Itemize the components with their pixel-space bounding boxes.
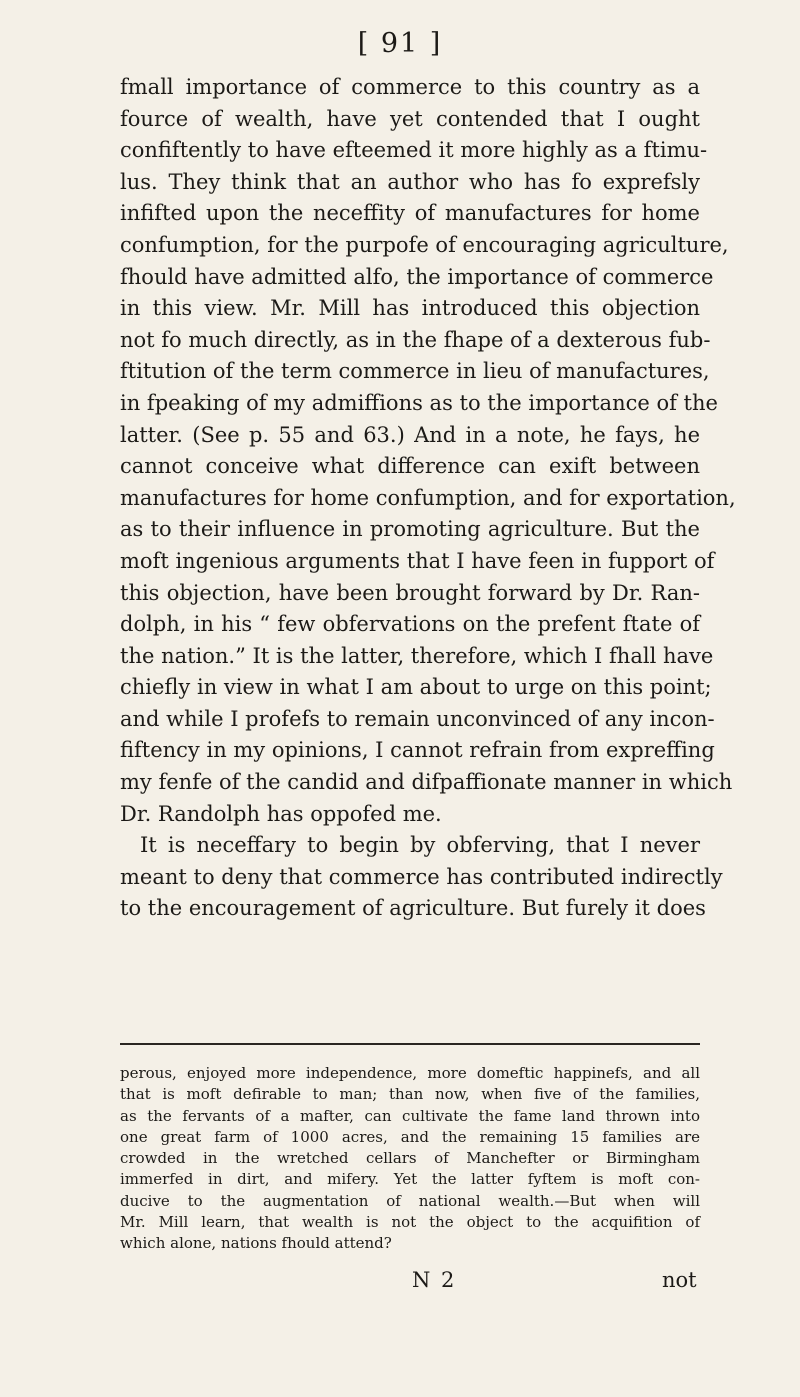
body-line: It is neceffary to begin by obferving, that I never bbox=[140, 833, 700, 858]
footnote-line: ducive to the augmentation of national wealth.—But when will bbox=[120, 1191, 700, 1210]
footnote-line: crowded in the wretched cellars of Manchefter or Birmingham bbox=[120, 1149, 700, 1168]
body-line: meant to deny that commerce has contributed indirectly bbox=[120, 864, 723, 889]
main-text bbox=[120, 72, 736, 925]
body-line: not fo much directly, as in the fhape of a dexterous fub- bbox=[120, 327, 711, 352]
footnote-line: that is moft defirable to man; than now, when five of the families, bbox=[120, 1085, 700, 1104]
body-line: confiftently to have efteemed it more highly as a ftimu- bbox=[120, 138, 708, 163]
footnote-line: as the fervants of a mafter, can cultivate the fame land thrown into bbox=[120, 1106, 700, 1125]
body-line: to the encouragement of agriculture. But furely it does bbox=[120, 896, 706, 921]
body-line: the nation.” It is the latter, therefore, which I fhall have bbox=[120, 643, 714, 668]
catchword: not bbox=[662, 1268, 697, 1292]
body-line: latter. (See p. 55 and 63.) And in a note, he fays, he bbox=[120, 422, 700, 447]
body-line: ftitution of the term commerce in lieu of manufactures, bbox=[120, 359, 710, 384]
body-line: manufactures for home confumption, and for exportation, bbox=[120, 485, 736, 510]
body-line: infifted upon the neceffity of manufactures for home bbox=[120, 201, 700, 226]
body-line: fmall importance of commerce to this country as a bbox=[120, 75, 700, 99]
body-line: lus. They think that an author who has fo exprefsly bbox=[120, 169, 700, 194]
body-line: fhould have admitted alfo, the importance of commerce bbox=[120, 264, 714, 289]
body-line: in this view. Mr. Mill has introduced this objection bbox=[120, 296, 700, 321]
page-number: [ 91 ] bbox=[357, 28, 443, 59]
body-line: my fenfe of the candid and difpaffionate manner in which bbox=[120, 770, 733, 795]
footnote-line: one great farm of 1000 acres, and the remaining 15 families are bbox=[120, 1127, 700, 1146]
signature-mark: N 2 bbox=[412, 1268, 457, 1292]
footnote-line: perous, enjoyed more independence, more domeftic happinefs, and all bbox=[120, 1064, 700, 1082]
footnote-line: which alone, nations fhould attend? bbox=[120, 1234, 392, 1253]
body-line: and while I profefs to remain unconvinced of any incon- bbox=[120, 706, 715, 731]
body-line: Dr. Randolph has oppofed me. bbox=[120, 801, 442, 826]
body-line: dolph, in his “ few obfervations on the prefent ftate of bbox=[120, 612, 700, 637]
body-line: moft ingenious arguments that I have feen in fupport of bbox=[120, 548, 715, 573]
body-line: fource of wealth, have yet contended that I ought bbox=[120, 106, 700, 131]
body-line: as to their influence in promoting agriculture. But the bbox=[120, 517, 700, 542]
footnote-rule bbox=[120, 1043, 700, 1045]
body-line: this objection, have been brought forward by Dr. Ran- bbox=[120, 580, 700, 605]
footnote-line: Mr. Mill learn, that wealth is not the object to the acquifition of bbox=[120, 1213, 700, 1232]
footnote-line: immerfed in dirt, and mifery. Yet the latter fyftem is moft con- bbox=[120, 1170, 700, 1189]
body-line: fiftency in my opinions, I cannot refrain from expreffing bbox=[120, 738, 715, 763]
body-line: in fpeaking of my admiffions as to the importance of the bbox=[120, 390, 718, 415]
body-line: chiefly in view in what I am about to urge on this point; bbox=[120, 675, 712, 700]
body-line: confumption, for the purpofe of encouraging agriculture, bbox=[120, 232, 729, 257]
body-line: cannot conceive what difference can exift between bbox=[120, 454, 700, 479]
footnote bbox=[120, 1063, 700, 1255]
